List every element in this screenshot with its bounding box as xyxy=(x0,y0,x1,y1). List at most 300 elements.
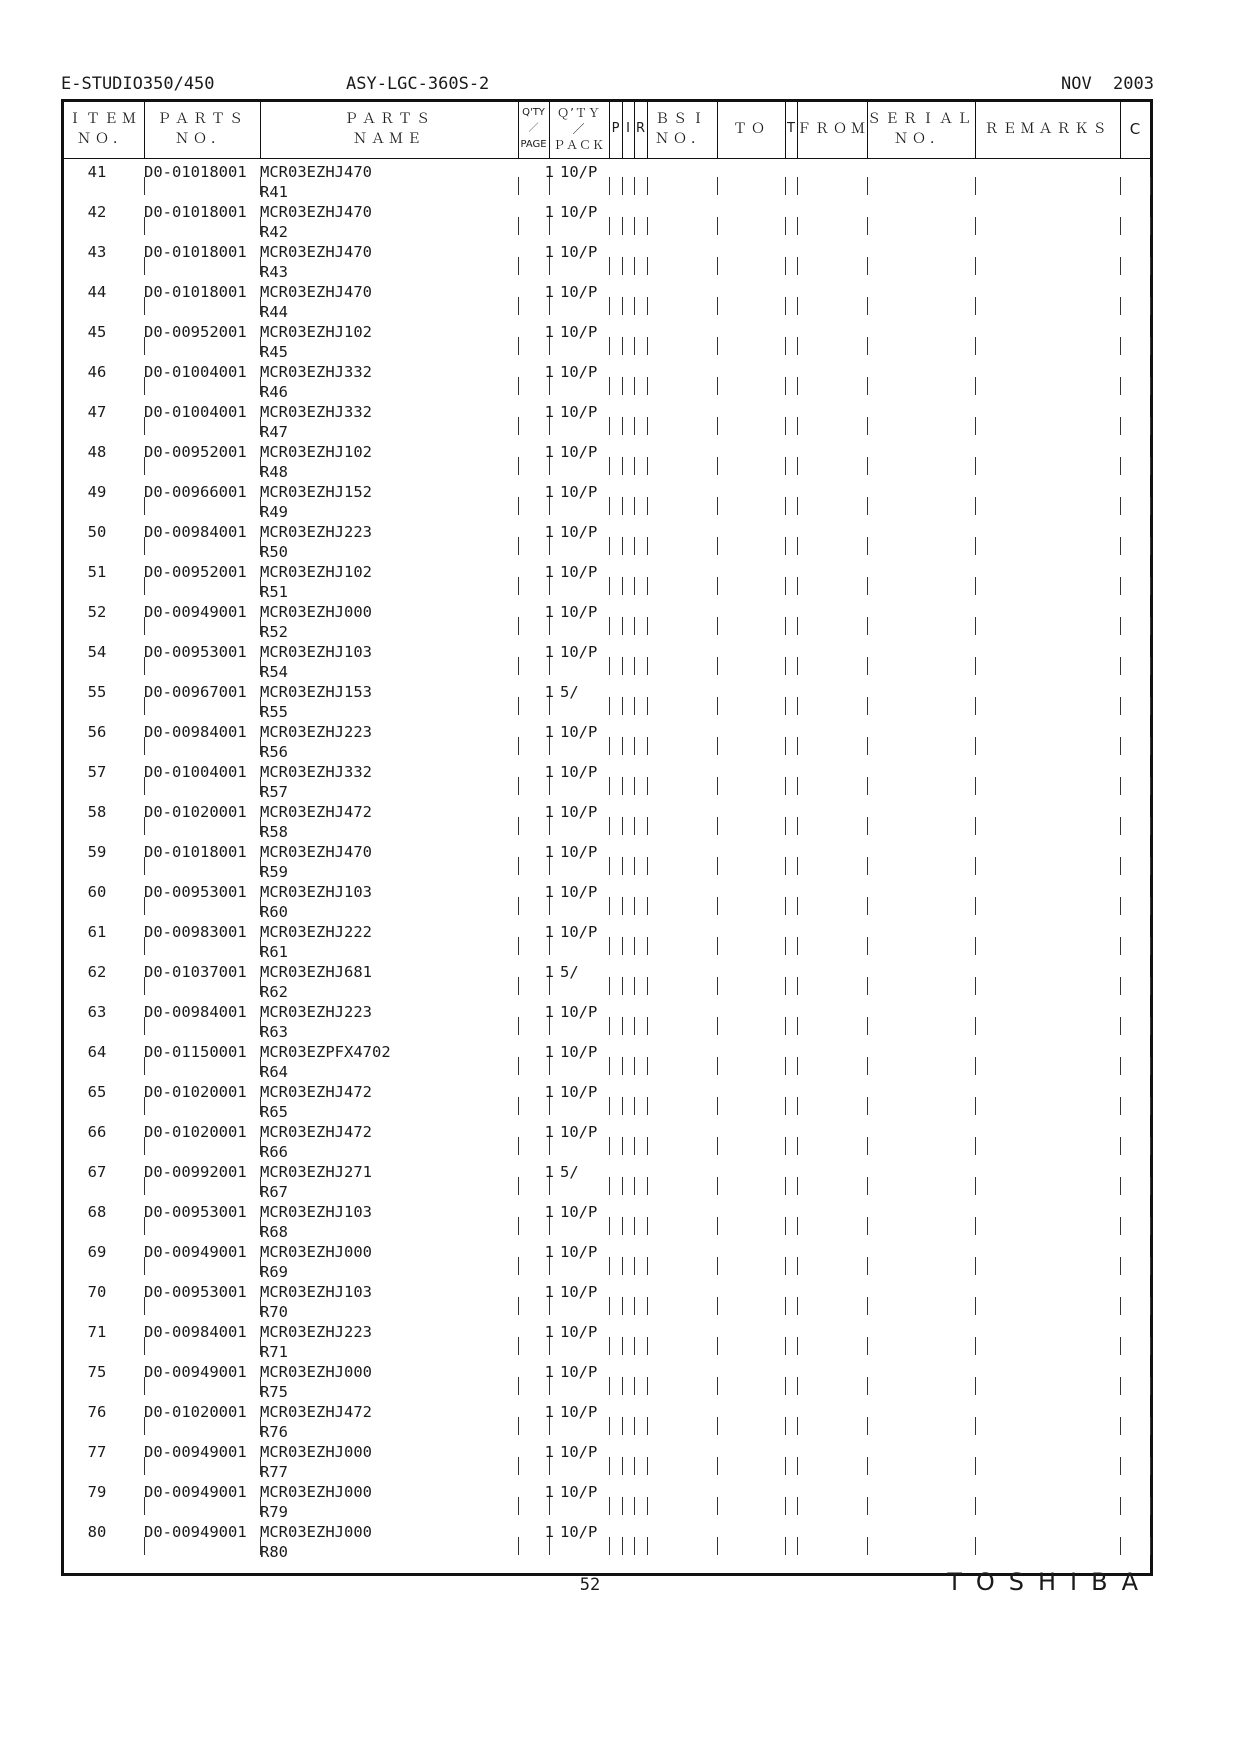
column-tick xyxy=(1120,1497,1121,1515)
column-tick xyxy=(260,1417,261,1435)
col-parts-no-header xyxy=(144,99,260,159)
column-tick xyxy=(518,457,519,475)
part-reference: R64 xyxy=(260,1063,288,1081)
column-tick xyxy=(975,1377,976,1395)
column-tick xyxy=(975,977,976,995)
table-row xyxy=(64,1279,1150,1319)
column-tick xyxy=(518,1297,519,1315)
part-name: MCR03EZHJ470 xyxy=(260,243,372,261)
column-tick xyxy=(144,177,145,195)
column-tick xyxy=(1120,1177,1121,1195)
column-tick xyxy=(260,1177,261,1195)
column-tick xyxy=(867,417,868,435)
column-tick xyxy=(622,497,623,515)
column-tick xyxy=(634,1417,635,1435)
col-p-label: P xyxy=(611,120,620,136)
column-tick xyxy=(975,217,976,235)
column-tick xyxy=(797,297,798,315)
column-tick xyxy=(1120,977,1121,995)
column-tick xyxy=(634,297,635,315)
col-qty-page-label-2: PAGE xyxy=(520,138,547,150)
table-row xyxy=(64,1319,1150,1359)
col-c-label: C xyxy=(1129,119,1141,138)
column-tick xyxy=(785,537,786,555)
column-tick xyxy=(1150,1017,1151,1035)
col-c-header xyxy=(1120,99,1150,159)
column-tick xyxy=(797,977,798,995)
column-tick xyxy=(609,457,610,475)
table-row xyxy=(64,679,1150,719)
part-name: MCR03EZHJ332 xyxy=(260,403,372,421)
qty-per-pack: 10/P xyxy=(560,1123,598,1141)
qty-per-page: 1 xyxy=(544,723,554,741)
column-tick xyxy=(609,1377,610,1395)
qty-per-page: 1 xyxy=(544,843,554,861)
column-tick xyxy=(797,1457,798,1475)
part-number: D0-00953001 xyxy=(144,1203,247,1221)
col-bsi-label: ＢＳＩ xyxy=(655,110,709,127)
column-tick xyxy=(144,537,145,555)
qty-per-page: 1 xyxy=(544,763,554,781)
column-tick xyxy=(144,1217,145,1235)
column-tick xyxy=(609,537,610,555)
column-tick xyxy=(549,297,550,315)
table-row xyxy=(64,239,1150,279)
item-number: 65 xyxy=(87,1083,107,1101)
part-name: MCR03EZHJ223 xyxy=(260,523,372,541)
column-tick xyxy=(634,1377,635,1395)
column-tick xyxy=(260,777,261,795)
column-tick xyxy=(1150,457,1151,475)
qty-per-page: 1 xyxy=(544,603,554,621)
column-tick xyxy=(260,737,261,755)
item-number: 59 xyxy=(87,843,107,861)
column-tick xyxy=(975,1217,976,1235)
table-row xyxy=(64,1519,1150,1559)
column-tick xyxy=(622,1177,623,1195)
column-tick xyxy=(785,257,786,275)
column-tick xyxy=(144,1537,145,1555)
qty-per-pack: 10/P xyxy=(560,603,598,621)
column-tick xyxy=(549,1537,550,1555)
column-tick xyxy=(144,1297,145,1315)
column-tick xyxy=(1150,1417,1151,1435)
column-tick xyxy=(634,1097,635,1115)
part-reference: R66 xyxy=(260,1143,288,1161)
item-number: 64 xyxy=(87,1043,107,1061)
column-tick xyxy=(518,1497,519,1515)
column-tick xyxy=(797,1297,798,1315)
column-tick xyxy=(785,1337,786,1355)
column-tick xyxy=(1120,1137,1121,1155)
column-tick xyxy=(144,1137,145,1155)
column-tick xyxy=(1120,1217,1121,1235)
column-tick xyxy=(647,537,648,555)
column-tick xyxy=(975,697,976,715)
part-name: MCR03EZHJ332 xyxy=(260,363,372,381)
column-tick xyxy=(867,577,868,595)
column-tick xyxy=(797,937,798,955)
column-tick xyxy=(634,537,635,555)
column-tick xyxy=(622,777,623,795)
column-tick xyxy=(144,617,145,635)
part-name: MCR03EZHJ470 xyxy=(260,843,372,861)
column-tick xyxy=(518,1017,519,1035)
part-name: MCR03EZHJ271 xyxy=(260,1163,372,1181)
column-tick xyxy=(717,1097,718,1115)
part-reference: R42 xyxy=(260,223,288,241)
date-year: 2003 xyxy=(1113,74,1154,94)
column-tick xyxy=(260,257,261,275)
part-number: D0-01018001 xyxy=(144,203,247,221)
column-tick xyxy=(647,457,648,475)
column-tick xyxy=(1120,1097,1121,1115)
col-from-header xyxy=(797,99,867,159)
column-tick xyxy=(622,457,623,475)
column-tick xyxy=(609,1097,610,1115)
part-name: MCR03EZHJ470 xyxy=(260,203,372,221)
part-name: MCR03EZHJ000 xyxy=(260,1483,372,1501)
column-tick xyxy=(622,337,623,355)
qty-per-page: 1 xyxy=(544,1443,554,1461)
column-tick xyxy=(260,857,261,875)
col-from-label: ＦＲＯＭ xyxy=(797,120,869,137)
part-name: MCR03EZHJ103 xyxy=(260,1283,372,1301)
part-number: D0-00949001 xyxy=(144,603,247,621)
column-tick xyxy=(144,777,145,795)
column-tick xyxy=(1150,497,1151,515)
part-reference: R56 xyxy=(260,743,288,761)
column-tick xyxy=(1120,377,1121,395)
part-name: MCR03EZHJ152 xyxy=(260,483,372,501)
column-tick xyxy=(647,697,648,715)
column-tick xyxy=(609,177,610,195)
column-tick xyxy=(717,177,718,195)
column-tick xyxy=(260,817,261,835)
header-divider xyxy=(549,99,550,159)
part-number: D0-01020001 xyxy=(144,803,247,821)
qty-per-pack: 10/P xyxy=(560,203,598,221)
column-tick xyxy=(1150,617,1151,635)
column-tick xyxy=(867,777,868,795)
column-tick xyxy=(785,1257,786,1275)
column-tick xyxy=(634,977,635,995)
col-item-label-2: ＮＯ． xyxy=(77,130,131,147)
column-tick xyxy=(867,1337,868,1355)
qty-per-pack: 10/P xyxy=(560,1323,598,1341)
column-tick xyxy=(549,217,550,235)
qty-per-pack: 10/P xyxy=(560,363,598,381)
column-tick xyxy=(260,1057,261,1075)
column-tick xyxy=(867,337,868,355)
column-tick xyxy=(549,1457,550,1475)
column-tick xyxy=(1150,257,1151,275)
column-tick xyxy=(1120,657,1121,675)
column-tick xyxy=(797,1017,798,1035)
column-tick xyxy=(260,417,261,435)
column-tick xyxy=(634,417,635,435)
column-tick xyxy=(975,1337,976,1355)
col-remarks-label: ＲＥＭＡＲＫＳ xyxy=(984,120,1111,137)
item-number: 76 xyxy=(87,1403,107,1421)
part-number: D0-00952001 xyxy=(144,443,247,461)
column-tick xyxy=(144,257,145,275)
column-tick xyxy=(647,217,648,235)
table-row xyxy=(64,519,1150,559)
column-tick xyxy=(518,377,519,395)
column-tick xyxy=(867,937,868,955)
column-tick xyxy=(1150,937,1151,955)
column-tick xyxy=(717,937,718,955)
column-tick xyxy=(549,257,550,275)
column-tick xyxy=(609,297,610,315)
item-number: 62 xyxy=(87,963,107,981)
column-tick xyxy=(518,857,519,875)
qty-per-page: 1 xyxy=(544,283,554,301)
part-name: MCR03EZHJ000 xyxy=(260,603,372,621)
column-tick xyxy=(867,257,868,275)
column-tick xyxy=(549,897,550,915)
column-tick xyxy=(647,177,648,195)
header-divider xyxy=(867,99,868,159)
qty-per-page: 1 xyxy=(544,643,554,661)
column-tick xyxy=(717,857,718,875)
column-tick xyxy=(518,417,519,435)
part-number: D0-01018001 xyxy=(144,163,247,181)
table-row xyxy=(64,599,1150,639)
column-tick xyxy=(634,177,635,195)
column-tick xyxy=(785,217,786,235)
column-tick xyxy=(609,657,610,675)
item-number: 43 xyxy=(87,243,107,261)
column-tick xyxy=(867,697,868,715)
column-tick xyxy=(647,977,648,995)
column-tick xyxy=(1120,937,1121,955)
qty-per-pack: 10/P xyxy=(560,723,598,741)
table-row xyxy=(64,399,1150,439)
qty-per-page: 1 xyxy=(544,883,554,901)
col-bsi-header xyxy=(647,99,717,159)
column-tick xyxy=(634,257,635,275)
table-row xyxy=(64,159,1150,199)
column-tick xyxy=(634,1457,635,1475)
part-reference: R67 xyxy=(260,1183,288,1201)
table-row xyxy=(64,799,1150,839)
column-tick xyxy=(1120,817,1121,835)
column-tick xyxy=(785,377,786,395)
column-tick xyxy=(867,1217,868,1235)
column-tick xyxy=(1120,337,1121,355)
column-tick xyxy=(634,217,635,235)
column-tick xyxy=(717,1017,718,1035)
column-tick xyxy=(1150,1297,1151,1315)
part-name: MCR03EZHJ102 xyxy=(260,323,372,341)
column-tick xyxy=(1120,497,1121,515)
column-tick xyxy=(1120,1537,1121,1555)
column-tick xyxy=(622,937,623,955)
column-tick xyxy=(797,897,798,915)
column-tick xyxy=(785,1057,786,1075)
qty-per-pack: 10/P xyxy=(560,1363,598,1381)
column-tick xyxy=(549,177,550,195)
column-tick xyxy=(1120,1337,1121,1355)
column-tick xyxy=(717,617,718,635)
header-divider xyxy=(260,99,261,159)
date-month: NOV xyxy=(1061,74,1092,94)
column-tick xyxy=(647,497,648,515)
column-tick xyxy=(549,1377,550,1395)
column-tick xyxy=(785,817,786,835)
part-name: MCR03EZHJ000 xyxy=(260,1443,372,1461)
part-name: MCR03EZHJ332 xyxy=(260,763,372,781)
column-tick xyxy=(260,1137,261,1155)
column-tick xyxy=(260,337,261,355)
table-row xyxy=(64,199,1150,239)
column-tick xyxy=(622,1217,623,1235)
column-tick xyxy=(1150,577,1151,595)
col-t-label: T xyxy=(787,120,795,136)
table-row xyxy=(64,839,1150,879)
column-tick xyxy=(785,1537,786,1555)
qty-per-pack: 10/P xyxy=(560,1483,598,1501)
col-remarks-header xyxy=(975,99,1120,159)
column-tick xyxy=(717,977,718,995)
column-tick xyxy=(797,1097,798,1115)
column-tick xyxy=(717,1537,718,1555)
column-tick xyxy=(647,737,648,755)
column-tick xyxy=(797,617,798,635)
column-tick xyxy=(144,857,145,875)
column-tick xyxy=(634,697,635,715)
part-number: D0-01020001 xyxy=(144,1123,247,1141)
column-tick xyxy=(549,817,550,835)
table-row xyxy=(64,1439,1150,1479)
column-tick xyxy=(975,497,976,515)
column-tick xyxy=(144,1377,145,1395)
qty-per-page: 1 xyxy=(544,203,554,221)
part-name: MCR03EZHJ470 xyxy=(260,163,372,181)
column-tick xyxy=(867,737,868,755)
column-tick xyxy=(1150,1457,1151,1475)
column-tick xyxy=(647,1417,648,1435)
qty-per-pack: 10/P xyxy=(560,283,598,301)
column-tick xyxy=(634,1137,635,1155)
column-tick xyxy=(634,897,635,915)
column-tick xyxy=(1120,177,1121,195)
qty-per-pack: 10/P xyxy=(560,323,598,341)
qty-per-pack: 10/P xyxy=(560,1203,598,1221)
column-tick xyxy=(622,257,623,275)
part-reference: R76 xyxy=(260,1423,288,1441)
column-tick xyxy=(518,817,519,835)
table-row xyxy=(64,279,1150,319)
column-tick xyxy=(647,337,648,355)
qty-per-pack: 10/P xyxy=(560,1283,598,1301)
header-divider xyxy=(647,99,648,159)
column-tick xyxy=(797,657,798,675)
header-divider xyxy=(622,99,623,159)
qty-per-page: 1 xyxy=(544,683,554,701)
column-tick xyxy=(1150,817,1151,835)
col-item-label: ＩＴＥＭ xyxy=(68,110,140,127)
column-tick xyxy=(549,577,550,595)
col-qty-pack-label-2: ＰＡＣＫ xyxy=(552,137,605,152)
column-tick xyxy=(549,337,550,355)
header-divider xyxy=(1120,99,1121,159)
column-tick xyxy=(609,1337,610,1355)
column-tick xyxy=(609,617,610,635)
part-number: D0-00984001 xyxy=(144,523,247,541)
item-number: 58 xyxy=(87,803,107,821)
column-tick xyxy=(785,417,786,435)
column-tick xyxy=(717,657,718,675)
part-reference: R51 xyxy=(260,583,288,601)
column-tick xyxy=(260,1457,261,1475)
column-tick xyxy=(975,1497,976,1515)
column-tick xyxy=(518,777,519,795)
column-tick xyxy=(622,537,623,555)
column-tick xyxy=(260,497,261,515)
column-tick xyxy=(622,1337,623,1355)
column-tick xyxy=(634,1497,635,1515)
item-number: 70 xyxy=(87,1283,107,1301)
column-tick xyxy=(1150,737,1151,755)
qty-per-pack: 10/P xyxy=(560,1083,598,1101)
column-tick xyxy=(1120,537,1121,555)
column-tick xyxy=(717,497,718,515)
column-tick xyxy=(144,1337,145,1355)
column-tick xyxy=(647,1177,648,1195)
column-tick xyxy=(975,1057,976,1075)
part-reference: R63 xyxy=(260,1023,288,1041)
column-tick xyxy=(518,1097,519,1115)
column-tick xyxy=(975,1017,976,1035)
table-row xyxy=(64,559,1150,599)
column-tick xyxy=(609,1537,610,1555)
column-tick xyxy=(975,377,976,395)
column-tick xyxy=(785,1177,786,1195)
column-tick xyxy=(647,257,648,275)
part-name: MCR03EZHJ223 xyxy=(260,1323,372,1341)
part-reference: R61 xyxy=(260,943,288,961)
qty-per-page: 1 xyxy=(544,523,554,541)
part-reference: R71 xyxy=(260,1343,288,1361)
column-tick xyxy=(634,457,635,475)
qty-per-page: 1 xyxy=(544,1043,554,1061)
column-tick xyxy=(518,337,519,355)
column-tick xyxy=(518,657,519,675)
column-tick xyxy=(609,337,610,355)
column-tick xyxy=(647,1537,648,1555)
column-tick xyxy=(609,697,610,715)
col-parts-no-label-2: ＮＯ． xyxy=(175,130,229,147)
table-row xyxy=(64,439,1150,479)
col-i-label: I xyxy=(626,120,630,136)
column-tick xyxy=(622,1137,623,1155)
column-tick xyxy=(647,617,648,635)
column-tick xyxy=(785,1417,786,1435)
column-tick xyxy=(144,217,145,235)
column-tick xyxy=(785,1497,786,1515)
column-tick xyxy=(975,1297,976,1315)
column-tick xyxy=(867,897,868,915)
col-to-header xyxy=(717,99,785,159)
col-parts-name-header xyxy=(260,99,518,159)
column-tick xyxy=(549,857,550,875)
qty-per-page: 1 xyxy=(544,1163,554,1181)
col-qty-page-slash: ／ xyxy=(528,122,539,134)
column-tick xyxy=(1120,417,1121,435)
